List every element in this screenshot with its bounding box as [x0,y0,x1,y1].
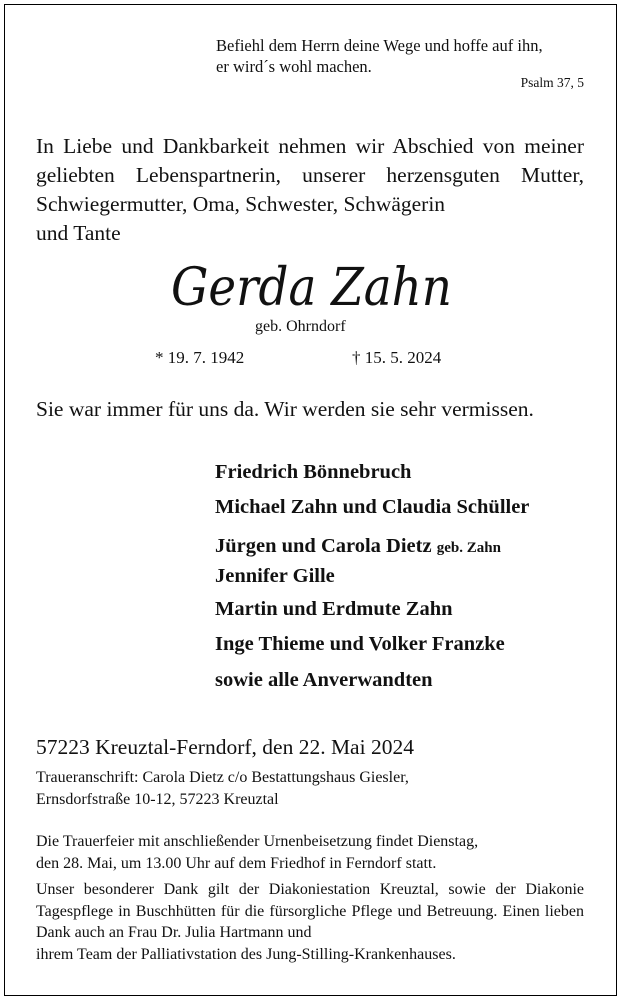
farewell-sentence: Sie war immer für uns da. Wir werden sie sehr vermissen. [36,397,534,421]
thanks-last-line: ihrem Team der Palliativstation des Jung-Stilling-Krankenhauses. [36,945,456,963]
mourning-address [36,767,409,811]
family-member: Jennifer Gille [215,565,335,587]
intro-text: In Liebe und Dankbarkeit nehmen wir Abschied von meiner geliebten Lebenspartnerin, unserer herzensguten Mutter, Schwiegermutter, Oma, Schwester, Schwägerin [36,134,584,216]
thanks-paragraph [36,879,584,965]
family-member-row [215,535,501,558]
thanks-text: Unser besonderer Dank gilt der Diakoniestation Kreuztal, sowie der Diakonie Tagespflege in Buschhütten für die fürsorgliche Pflege und Betreuung. Einen lieben Dank auch an Frau Dr. Julia Hartmann und [36,881,584,941]
funeral-last-line: den 28. Mai, um 13.00 Uhr auf dem Friedhof in Ferndorf statt. [36,854,437,872]
obituary-notice [4,4,617,996]
deceased-name: Gerda Zahn [171,258,452,318]
bible-verse [216,35,543,77]
family-member: Jürgen und Carola Dietz [215,535,432,557]
verse-reference: Psalm 37, 5 [520,75,584,90]
intro-last-line: und Tante [36,221,121,245]
verse-line: er wird´s wohl machen. [216,57,372,76]
family-member: Inge Thieme und Volker Franzke [215,633,505,655]
family-member: sowie alle Anverwandten [215,669,433,691]
death-date: † 15. 5. 2024 [352,348,442,367]
family-member-note: geb. Zahn [436,540,501,556]
family-member: Michael Zahn und Claudia Schüller [215,496,530,518]
funeral-text: Die Trauerfeier mit anschließender Urnenbeisetzung findet Dienstag, [36,833,479,850]
address-line: Traueranschrift: Carola Dietz c/o Bestattungshaus Giesler, [36,769,409,786]
address-line: Ernsdorfstraße 10-12, 57223 Kreuztal [36,791,279,808]
place-and-date: 57223 Kreuztal-Ferndorf, den 22. Mai 2024 [36,735,414,759]
family-member: Friedrich Bönnebruch [215,461,412,483]
intro-paragraph [36,132,584,248]
birth-date: * 19. 7. 1942 [155,348,245,367]
birth-name: geb. Ohrndorf [255,318,346,335]
funeral-info [36,831,584,874]
family-member: Martin und Erdmute Zahn [215,598,453,620]
verse-line: Befiehl dem Herrn deine Wege und hoffe auf ihn, [216,36,543,55]
